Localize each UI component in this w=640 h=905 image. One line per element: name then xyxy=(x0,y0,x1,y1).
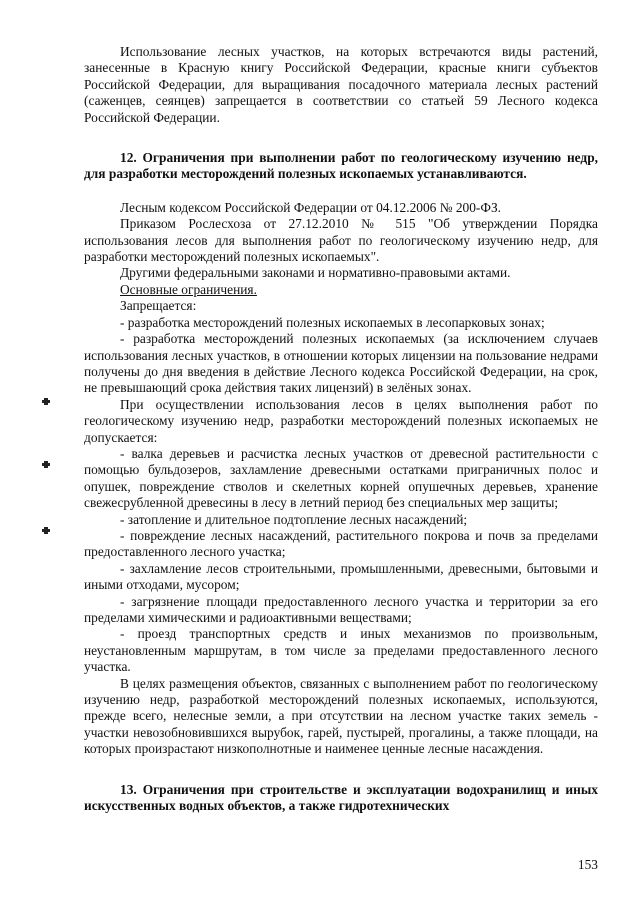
law-item-3: Другими федеральными законами и нормативно-правовыми актами. xyxy=(120,265,511,281)
section-13-heading: 13. Ограничения при строительстве и эксплуатации водохранилищ и иных искусственных водных объектов, а также гидротехнических xyxy=(84,781,598,814)
prohibited-label: Запрещается: xyxy=(120,298,197,314)
not-allowed-item-4: - захламление лесов строительными, промышленными, древесными, бытовыми и иными отходами, мусором; xyxy=(84,560,598,593)
not-allowed-item-1: - валка деревьев и расчистка лесных участков от древесной растительности с помощью бульдозеров, захламление древесными остатками приграничных полос и опушек, повреждение стволов и скелетных корней опушечных деревьев, хранение свежесрубленной древесины в лесу в летний период без специальных мер защиты; xyxy=(84,445,598,511)
prohibited-item-1: - разработка месторождений полезных ископаемых в лесопарковых зонах; xyxy=(120,314,545,330)
scan-mark xyxy=(42,527,50,534)
paragraph-red-book: Использование лесных участков, на которых встречаются виды растений, занесенные в Красную книгу Российской Федерации, красные книги субъектов Российской Федерации, для выращивания посадочного материала лесных растений (саженцев, сеянцев) запрещается в соответствии со статьей 59 Лесного кодекса Российской Федерации. xyxy=(84,44,598,125)
law-item-1: Лесным кодексом Российской Федерации от 04.12.2006 № 200-ФЗ. xyxy=(120,199,502,215)
scan-mark xyxy=(42,461,50,468)
not-allowed-item-6: - проезд транспортных средств и иных механизмов по произвольным, неустановленным маршрутам, в том числе за пределами предоставленного лесного участка. xyxy=(84,626,598,675)
page-number: 153 xyxy=(577,857,598,872)
prohibited-item-2: - разработка месторождений полезных ископаемых (за исключением случаев использования лесных участков, в отношении которых лицензии на пользование недрами получены до дня введения в действие Лесного кодекса Российской Федерации, на срок, не превышающий срока действия таких лицензий) в зелёных зонах. xyxy=(84,331,598,396)
section-12-heading: 12. Ограничения при выполнении работ по геологическому изучению недр, для разработки месторождений полезных ископаемых устанавливаются. xyxy=(84,150,598,182)
basic-restrictions-label: Основные ограничения. xyxy=(120,281,257,297)
not-allowed-item-5: - загрязнение площади предоставленного лесного участка и территории за его пределами химическими и радиоактивными веществами; xyxy=(84,593,598,625)
not-allowed-item-3: - повреждение лесных насаждений, растительного покрова и почв за пределами предоставленного лесного участка; xyxy=(84,527,598,560)
not-allowed-intro: При осуществлении использования лесов в целях выполнения работ по геологическому изучению недр, разработки месторождений полезных ископаемых не допускается: xyxy=(84,396,598,445)
placement-paragraph: В целях размещения объектов, связанных с выполнением работ по геологическому изучению недр, разработкой месторождений полезных ископаемых, используются, прежде всего, нелесные земли, а при отсутствии на лесном участке таких земель - участки невозобновившихся вырубок, гарей, пустырей, прогалины, а также площади, на которых произрастают низкополнотные и наименее ценные лесные насаждения. xyxy=(84,675,598,757)
not-allowed-item-2: - затопление и длительное подтопление лесных насаждений; xyxy=(120,511,468,527)
law-item-2: Приказом Рослесхоза от 27.12.2010 № 515 "Об утверждении Порядка использования лесов для выполнения работ по геологическому изучению недр, для разработки месторождений полезных ископаемых". xyxy=(84,216,598,265)
scan-mark xyxy=(42,398,50,405)
document-page xyxy=(84,44,598,814)
